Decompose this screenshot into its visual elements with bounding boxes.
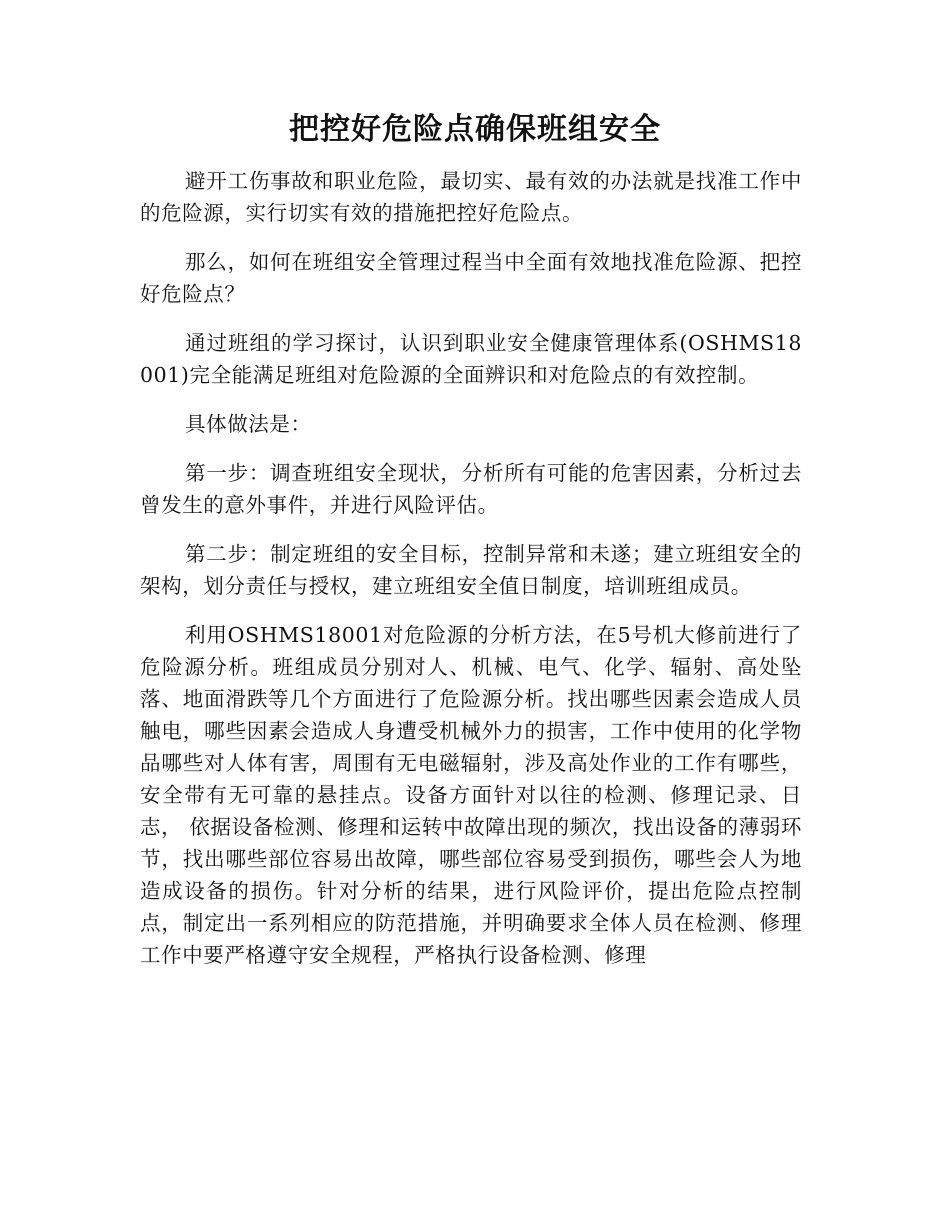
paragraph-step-two: 第二步：制定班组的安全目标，控制异常和未遂；建立班组安全的架构，划分责任与授权，建立班组安全值日制度，培训班组成员。 (140, 542, 802, 598)
paragraph-step-one: 第一步：调查班组安全现状，分析所有可能的危害因素，分析过去曾发生的意外事件，并进行风险评估。 (140, 461, 802, 517)
paragraph-oshms: 通过班组的学习探讨，认识到职业安全健康管理体系(OSHMS18001)完全能满足班组对危险源的全面辨识和对危险点的有效控制。 (140, 331, 802, 387)
paragraph-intro: 避开工伤事故和职业危险，最切实、最有效的办法就是找准工作中的危险源，实行切实有效的措施把控好危险点。 (140, 169, 802, 225)
paragraph-method-heading: 具体做法是： (185, 412, 312, 436)
page-title: 把控好危险点确保班组安全 (289, 112, 661, 147)
paragraph-analysis: 利用OSHMS18001对危险源的分析方法，在5号机大修前进行了危险源分析。班组成员分别对人、机械、电气、化学、辐射、高处坠落、地面滑跌等几个方面进行了危险源分析。找出哪些因素会造成人员触电，哪些因素会造成人身遭受机械外力的损害，工作中使用的化学物品哪些对人体有害，周围有无电磁辐射，涉及高处作业的工作有哪些，安全带有无可靠的悬挂点。设备方面针对以往的检测、修理记录、日志， 依据设备检测、修理和运转中故障出现的频次，找出设备的薄弱环节，找出哪些部位容易出故障，哪些部位容易受到损伤，哪些会人为地造成设备的损伤。针对分析的结果，进行风险评价，提出危险点控制点，制定出一系列相应的防范措施，并明确要求全体人员在检测、修理工作中要严格遵守安全规程，严格执行设备检测、修理 (140, 623, 802, 967)
paragraph-question: 那么，如何在班组安全管理过程当中全面有效地找准危险源、把控好危险点？ (140, 250, 802, 306)
document-body (140, 165, 802, 988)
